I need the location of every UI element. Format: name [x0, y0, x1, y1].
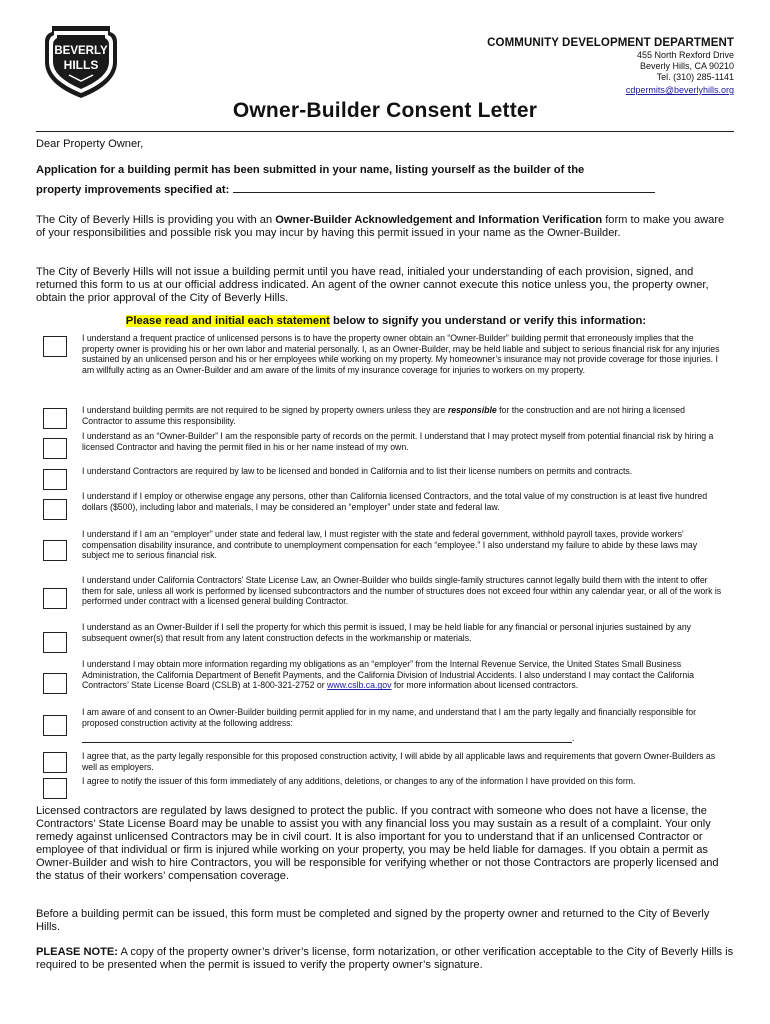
department-name: COMMUNITY DEVELOPMENT DEPARTMENT [487, 37, 734, 49]
cslb-link[interactable]: www.cslb.ca.gov [327, 680, 392, 691]
initial-checkbox[interactable] [43, 673, 67, 694]
beverly-hills-seal-logo [42, 18, 120, 100]
initial-checkbox[interactable] [43, 632, 67, 653]
initial-checkbox[interactable] [43, 438, 67, 459]
street-address: 455 North Rexford Drive [636, 50, 734, 60]
property-address-field[interactable] [233, 183, 655, 193]
initial-checkbox[interactable] [43, 778, 67, 799]
initial-checkbox[interactable] [43, 336, 67, 357]
intro1-form-name: Owner-Builder Acknowledgement and Information Verification [275, 214, 603, 226]
initial-checkbox[interactable] [43, 499, 67, 520]
svg-text:BEVERLY: BEVERLY [54, 45, 108, 57]
please-note-label: PLEASE NOTE: [36, 946, 118, 958]
statement-text: I understand as an “Owner-Builder” I am the responsible party of records on the permit. I understand that I may protect myself from potential financial risk by hiring a licensed Contractor and having the permit filed in his or her name instead of my own. [82, 431, 714, 452]
property-label: property improvements specified at: [36, 184, 230, 196]
salutation: Dear Property Owner, [36, 138, 144, 150]
instruction-highlight: Please read and initial each statement [125, 315, 330, 327]
intro-paragraph-2: The City of Beverly Hills will not issue a building permit until you have read, initialed your understanding of each provision, signed, and returned this form to us at our official address indicated. An agent of the owner cannot execute this notice unless you, the property owner, obtain the prior approval of the City of Beverly Hills. [36, 266, 709, 304]
page-title: Owner-Builder Consent Letter [232, 99, 538, 122]
phone-number: Tel. (310) 285-1141 [656, 72, 734, 82]
statement-text: I understand Contractors are required by law to be licensed and bonded in California and to list their license numbers on permits and contracts. [82, 466, 633, 476]
statement-text: I understand a frequent practice of unlicensed persons is to have the property owner obtain an “Owner-Builder” building permit that erroneously implies that the property owner is providing his or her own labor and material personally. I, as an Owner-Builder, may be held liable and subject to serious financial risk for any injuries sustained by an unlicensed person and his or her employees while working on my property. My homeowner’s insurance may not provide coverage for those injuries. I am willfully acting as an Owner-Builder and am aware of the limits of my insurance coverage for injuries to workers on my property. [82, 333, 720, 376]
initial-checkbox[interactable] [43, 540, 67, 561]
licensing-notice-paragraph: Licensed contractors are regulated by laws designed to protect the public. If you contract with someone who does not have a license, the Contractors’ State License Board may be unable to assist you with any financial loss you may sustain as a result of a complaint. Your only remedy against unlicensed Contractors may be in civil court. It is also important for you to understand that if an unlicensed Contractor or employee of that individual or firm is injured while working on your property, you may be held liable for damages. If you obtain a permit as Owner-Builder and wish to hire Contractors, you will be responsible for verifying whether or not those Contractors are properly licensed and the status of their workers’ compensation coverage. [36, 805, 719, 882]
instruction-rest: below to signify you understand or verify this information: [329, 315, 647, 327]
intro1-text-a: The City of Beverly Hills is providing you with an [36, 214, 276, 226]
title-divider [36, 131, 734, 132]
intro-paragraph-1 [36, 214, 736, 240]
please-note-paragraph [36, 946, 736, 972]
statement-text: I understand I may obtain more information regarding my obligations as an “employer” from the Internal Revenue Service, the United States Small Business Administration, the California Department of Benefit Payments, and the California Division of Industrial Accidents. I also understand I may contact the California Contractors’ State License Board (CSLB) at 1-800-321-2752 or www.cslb.ca.gov for more information about licensed contractors. [82, 659, 695, 691]
statement-text: I understand as an Owner-Builder if I sell the property for which this permit is issued, I may be held liable for any financial or personal injuries sustained by any subsequent owner(s) that result from any latent construction defects in the workmanship or materials. [82, 622, 692, 643]
statement-text: I understand under California Contractors’ State License Law, an Owner-Builder who builds single-family structures cannot legally build them with the intent to offer them for sale, unless all work is performed by licensed subcontractors and the number of structures does not exceed four within any calendar year, or all of the work is performed under contract with a licensed general building Contractor. [82, 575, 722, 607]
department-header [487, 36, 734, 96]
application-statement: Application for a building permit has been submitted in your name, listing yourself as the builder of the [36, 164, 585, 176]
statement-text: I agree to notify the issuer of this form immediately of any additions, deletions, or changes to any of the information I have provided on this form. [82, 776, 636, 786]
city-address: Beverly Hills, CA 90210 [639, 61, 734, 71]
initial-checkbox[interactable] [43, 408, 67, 429]
statement-text: I understand if I employ or otherwise engage any persons, other than California licensed Contractors, and the total value of my construction is at least five hundred dollars ($500), including labor and materials, I may be considered an “employer” under state and federal law. [82, 491, 708, 512]
intro1-text-b: form to make you aware of your responsibilities and possible risk you may incur by having this permit issued in your name as the Owner-Builder. [36, 214, 725, 239]
statement-text: I understand if I am an “employer” under state and federal law, I must register with the state and federal government, withhold payroll taxes, provide workers’ compensation disability insurance, and contribute to unemployment compensation for each “employee.” I also understand my failure to abide by these laws may subject me to serious financial risk. [82, 529, 698, 561]
initial-checkbox[interactable] [43, 588, 67, 609]
please-note-text: A copy of the property owner’s driver’s license, form notarization, or other verification acceptable to the City of Beverly Hills is required to be presented when the permit is issued to verify the property owner’s signature. [36, 946, 734, 971]
statement-text: I understand building permits are not required to be signed by property owners unless they are responsible for the construction and are not hiring a licensed Contractor to assume this responsibility. [82, 405, 685, 426]
initial-checkbox[interactable] [43, 752, 67, 773]
initial-checkbox[interactable] [43, 469, 67, 490]
svg-text:HILLS: HILLS [63, 58, 99, 72]
submission-paragraph: Before a building permit can be issued, this form must be completed and signed by the property owner and returned to the City of Beverly Hills. [36, 908, 710, 933]
statement-text: I am aware of and consent to an Owner-Builder building permit applied for in my name, and understand that I am the party legally and financially responsible for proposed construction activity at the following address: . [82, 707, 697, 743]
construction-address-field[interactable] [82, 728, 572, 743]
email-link[interactable]: cdpermits@beverlyhills.org [625, 85, 734, 95]
initial-checkbox[interactable] [43, 715, 67, 736]
property-address-row [36, 183, 736, 197]
statement-text: I agree that, as the party legally responsible for this proposed construction activity, I will abide by all applicable laws and requirements that govern Owner-Builders as well as employers. [82, 751, 716, 772]
initial-instruction [36, 315, 736, 327]
